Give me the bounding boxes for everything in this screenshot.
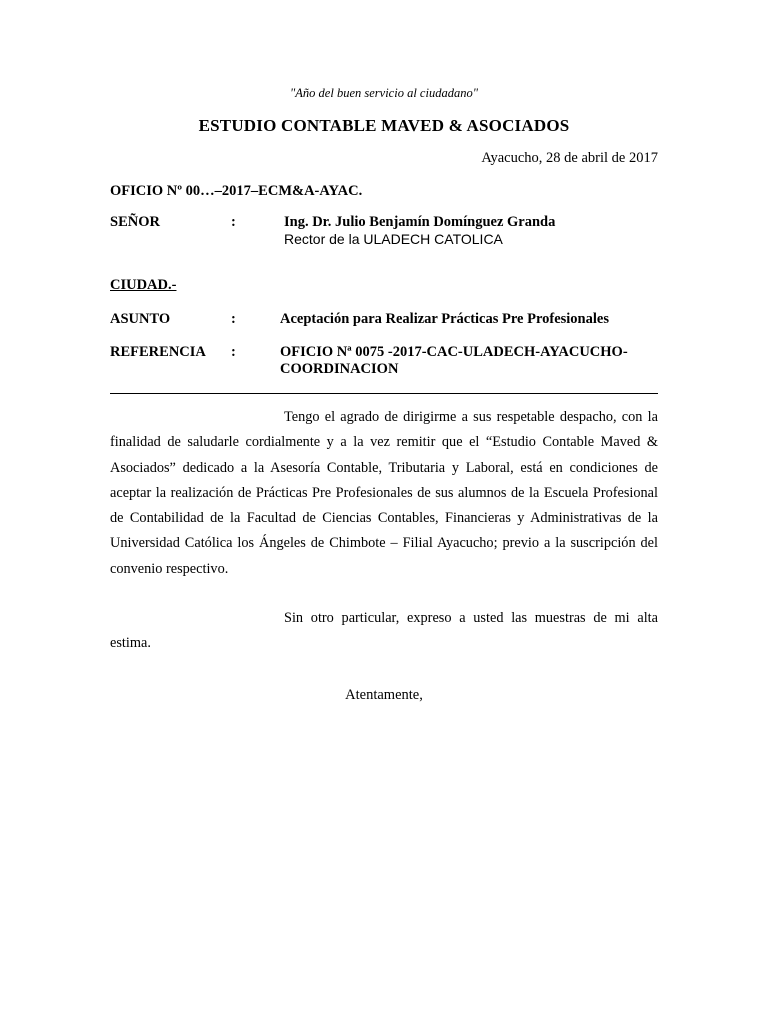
referencia-label: REFERENCIA — [110, 344, 206, 360]
senor-colon: : — [231, 214, 236, 230]
recipient-name: Ing. Dr. Julio Benjamín Domínguez Granda — [284, 214, 556, 230]
separator-line — [110, 393, 658, 394]
year-motto: "Año del buen servicio al ciudadano" — [290, 86, 478, 100]
senor-label: SEÑOR — [110, 214, 160, 230]
body-paragraph: Tengo el agrado de dirigirme a sus respetable despacho, con la finalidad de saludarle cordialmente y a la vez remitir que el “Estudio Contable Maved & Asociados” dedicado a la Asesoría Contable, Tributaria y Laboral, está en condiciones de aceptar la realización de Prácticas Pre Profesionales de sus alumnos de la Escuela Profesional de Contabilidad de la Facultad de Ciencias Contables, Financieras y Administrativas de la Universidad Católica los Ángeles de Chimbote – Filial Ayacucho; previo a la suscripción del convenio respectivo. — [110, 409, 658, 577]
recipient-title: Rector de la ULADECH CATOLICA — [284, 231, 503, 247]
senor-block — [284, 214, 555, 248]
referencia-line-2: COORDINACION — [280, 361, 399, 377]
oficio-number: OFICIO Nº 00…–2017–ECM&A-AYAC. — [110, 183, 363, 199]
closing-salutation: Atentamente, — [345, 687, 423, 703]
ciudad-label: CIUDAD.- — [110, 277, 177, 293]
referencia-line-1: OFICIO Nª 0075 -2017-CAC-ULADECH-AYACUCHO- — [280, 344, 628, 360]
asunto-label: ASUNTO — [110, 311, 171, 327]
asunto-colon: : — [231, 311, 236, 327]
firm-name-heading: ESTUDIO CONTABLE MAVED & ASOCIADOS — [198, 116, 570, 135]
closing-paragraph: Sin otro particular, expreso a usted las muestras de mi alta estima. — [110, 610, 658, 652]
referencia-block — [280, 344, 628, 378]
place-date: Ayacucho, 28 de abril de 2017 — [481, 150, 658, 166]
asunto-value: Aceptación para Realizar Prácticas Pre Profesionales — [280, 311, 609, 327]
referencia-colon: : — [231, 344, 236, 360]
